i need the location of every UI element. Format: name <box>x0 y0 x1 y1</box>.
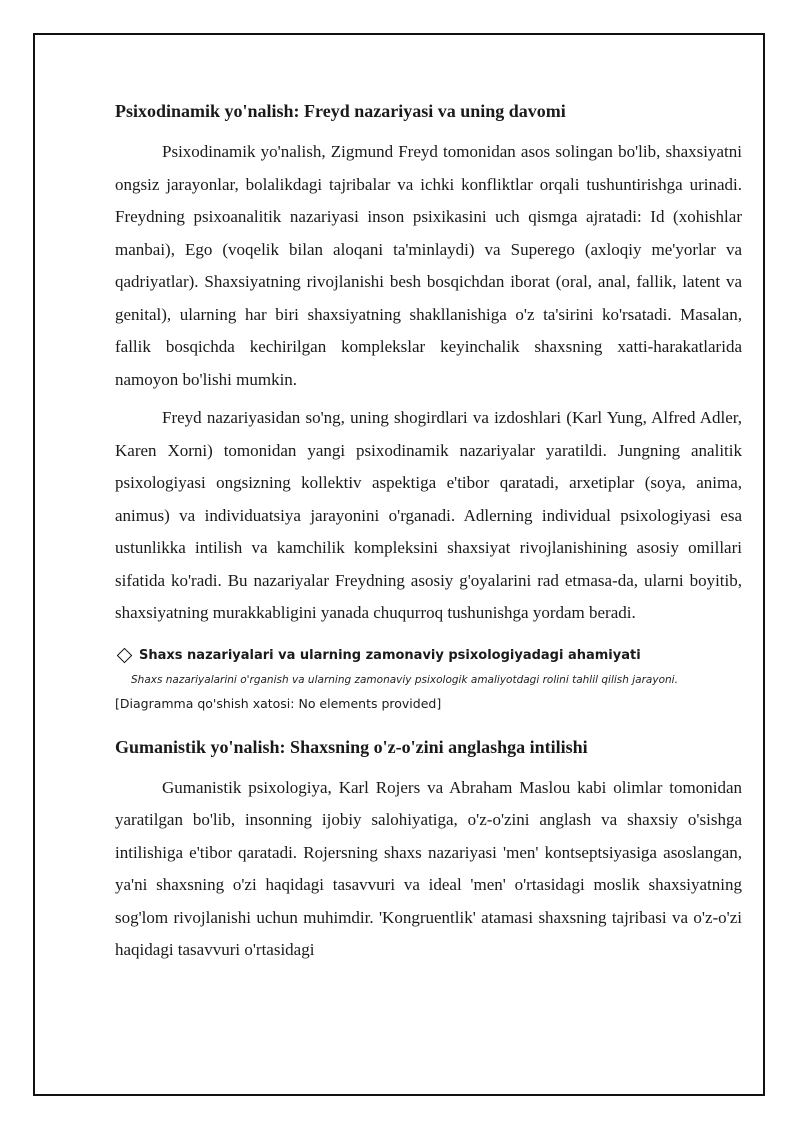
paragraph: Psixodinamik yo'nalish, Zigmund Freyd tomonidan asos solingan bo'lib, shaxsiyatni ongsiz jarayonlar, bolalikdagi tajribalar va ichki konfliktlar orqali tushuntirishga urinadi. Freydning psixoanalitik nazariyasi inson psixikasini uch qismga ajratadi: Id (xohishlar manbai), Ego (voqelik bilan aloqani ta'minlaydi) va Superego (axloqiy me'yorlar va qadriyatlar). Shaxsiyatning rivojlanishi besh bosqichdan iborat (oral, anal, fallik, latent va genital), ularning har biri shaxsiyatning shakllanishiga o'z ta'sirini ko'rsatadi. Masalan, fallik bosqichda kechirilgan komplekslar keyinchalik shaxsning xatti-harakatlarida namoyon bo'lishi mumkin. <box>115 142 742 389</box>
diagram-title <box>115 646 742 666</box>
paragraph: Freyd nazariyasidan so'ng, uning shogirdlari va izdoshlari (Karl Yung, Alfred Adler, Karen Xorni) tomonidan yangi psixodinamik nazariyalar yaratildi. Jungning analitik psixologiyasi ongsizning kollektiv aspektiga e'tibor qaratadi, arxetiplar (soya, anima, animus) va individuatsiya jarayonini o'rganadi. Adlerning individual psixologiyasi esa ustunlikka intilish va kamchilik kompleksini shaxsiyat rivojlanishining asosiy omillari sifatida ko'radi. Bu nazariyalar Freydning asosiy g'oyalarini rad etmasa-da, ularni boyitib, shaxsiyatning murakkabligini yanada chuqurroq tushunishga yordam beradi. <box>115 408 742 622</box>
page-content <box>115 98 742 973</box>
diagram-title-text: Shaxs nazariyalari va ularning zamonaviy psixologiyadagi ahamiyati <box>139 647 641 663</box>
diamond-icon <box>117 648 133 664</box>
section-heading-humanistic: Gumanistik yo'nalish: Shaxsning o'z-o'zini anglashga intilishi <box>115 736 588 757</box>
diagram-error-message: [Diagramma qo'shish xatosi: No elements provided] <box>115 695 442 711</box>
diagram-subtitle: Shaxs nazariyalarini o'rganish va ularning zamonaviy psixologik amaliyotdagi rolini tahlil qilish jarayoni. <box>131 673 678 686</box>
section-heading-psychodynamic: Psixodinamik yo'nalish: Freyd nazariyasi va uning davomi <box>115 101 566 121</box>
paragraph: Gumanistik psixologiya, Karl Rojers va Abraham Maslou kabi olimlar tomonidan yaratilgan bo'lib, insonning ijobiy salohiyatiga, o'z-o'zini anglash va shaxsiy o'sishga intilishiga e'tibor qaratadi. Rojersning shaxs nazariyasi 'men' kontseptsiyasiga asoslangan, ya'ni shaxsning o'zi haqidagi tasavvuri va ideal 'men' o'rtasidagi moslik shaxsiyatning sog'lom rivojlanishi uchun muhimdir. 'Kongruentlik' atamasi shaxsning tajribasi va o'z-o'zi haqidagi tasavvuri o'rtasidagi <box>115 777 742 959</box>
